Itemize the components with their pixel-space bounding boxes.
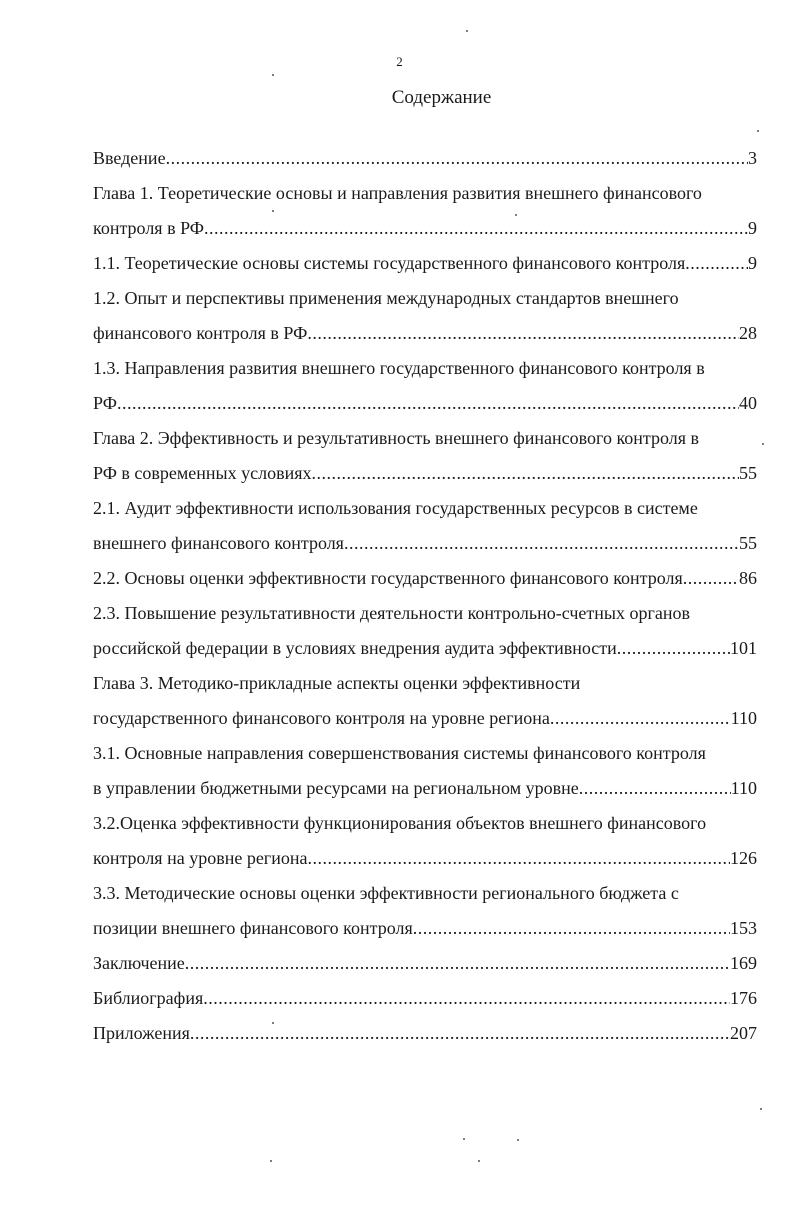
dot-leader: [204, 211, 748, 246]
dot-leader: [683, 561, 739, 596]
toc-entry-title: 2.2. Основы оценки эффективности государственного финансового контроля: [93, 568, 683, 588]
toc-entry[interactable]: [93, 1016, 757, 1051]
toc-entry-page-number: 176: [730, 988, 757, 1008]
toc-entry-title-line: 1.3. Направления развития внешнего государственного финансового контроля в: [93, 358, 705, 378]
toc-entry-title-line: 3.3. Методические основы оценки эффективности регионального бюджета с: [93, 883, 679, 903]
toc-entry-leader-line: [93, 771, 757, 806]
toc-entry-title-line: Глава 1. Теоретические основы и направления развития внешнего финансового: [93, 183, 702, 203]
toc-entry-title-line: Глава 2. Эффективность и результативность внешнего финансового контроля в: [93, 428, 700, 448]
toc-entry[interactable]: [93, 876, 757, 946]
toc-entry-page-number: 28: [739, 323, 757, 343]
toc-entry-title-line: 1.2. Опыт и перспективы применения международных стандартов внешнего: [93, 288, 679, 308]
toc-entry-title-line: 3.1. Основные направления совершенствования системы финансового контроля: [93, 743, 706, 763]
dot-leader: [307, 841, 730, 876]
scan-speck: [466, 30, 468, 32]
toc-entry[interactable]: [93, 141, 757, 176]
toc-entry[interactable]: [93, 351, 757, 421]
toc-entry-leader-line: [93, 246, 757, 281]
toc-entry[interactable]: [93, 806, 757, 876]
dot-leader: [166, 141, 748, 176]
toc-entry[interactable]: [93, 981, 757, 1016]
toc-entry-title: Приложения: [93, 1023, 190, 1043]
toc-entry-title-line: 2.1. Аудит эффективности использования государственных ресурсов в системе: [93, 498, 698, 518]
scan-speck: [478, 1160, 480, 1162]
toc-entry-leader-line: [93, 631, 757, 666]
toc-entry-leader-line: [93, 981, 757, 1016]
dot-leader: [117, 386, 739, 421]
scan-speck: [272, 1022, 274, 1024]
scan-speck: [272, 74, 274, 76]
toc-entry-page-number: 169: [730, 953, 757, 973]
toc-entry-leader-line: [93, 211, 757, 246]
dot-leader: [413, 911, 730, 946]
toc-entry-title-line: Глава 3. Методико-прикладные аспекты оценки эффективности: [93, 673, 581, 693]
toc-entry[interactable]: [93, 596, 757, 666]
toc-entry-title: внешнего финансового контроля: [93, 533, 344, 553]
toc-entry-leader-line: [93, 456, 757, 491]
toc-entry[interactable]: [93, 736, 757, 806]
toc-entry-leader-line: [93, 946, 757, 981]
dot-leader: [312, 456, 739, 491]
toc-entry-leader-line: [93, 316, 757, 351]
toc-entry-page-number: 55: [739, 533, 757, 553]
toc-entry-title-line: 3.2.Оценка эффективности функционирования объектов внешнего финансового: [93, 813, 707, 833]
toc-entry-title: государственного финансового контроля на уровне региона: [93, 708, 550, 728]
scan-speck: [760, 1108, 762, 1110]
page-number: 2: [396, 54, 403, 69]
toc-entry[interactable]: [93, 281, 757, 351]
dot-leader: [344, 526, 739, 561]
scan-speck: [270, 1160, 272, 1162]
toc-entry-page-number: 86: [739, 568, 757, 588]
toc-entry-page-number: 40: [739, 393, 757, 413]
dot-leader: [685, 246, 748, 281]
toc-entry-page-number: 3: [748, 148, 757, 168]
scan-speck: [517, 1139, 519, 1141]
toc-entry[interactable]: [93, 561, 757, 596]
dot-leader: [190, 1016, 730, 1051]
toc-entry-title: контроля в РФ: [93, 218, 204, 238]
dot-leader: [307, 316, 739, 351]
toc-entry-title: контроля на уровне региона: [93, 848, 308, 868]
toc-entry-page-number: 153: [730, 918, 757, 938]
toc-entry-title: в управлении бюджетными ресурсами на региональном уровне: [93, 778, 579, 798]
dot-leader: [579, 771, 731, 806]
toc-entry-title: Заключение: [93, 953, 185, 973]
toc-entry-title: Введение: [93, 148, 166, 168]
toc-entry-page-number: 55: [739, 463, 757, 483]
toc-entry-page-number: 126: [730, 848, 757, 868]
toc-entry[interactable]: [93, 666, 757, 736]
dot-leader: [617, 631, 730, 666]
toc-entry-leader-line: [93, 1016, 757, 1051]
toc-entry[interactable]: [93, 946, 757, 981]
scan-speck: [515, 214, 517, 216]
toc-entry-page-number: 207: [730, 1023, 757, 1043]
scan-speck: [463, 1138, 465, 1140]
toc-entry-title: РФ: [93, 393, 117, 413]
dot-leader: [550, 701, 731, 736]
toc-entry-leader-line: [93, 841, 757, 876]
toc-entry-leader-line: [93, 386, 757, 421]
toc-entry-title: РФ в современных условиях: [93, 463, 312, 483]
scan-speck: [757, 130, 759, 132]
toc-entry[interactable]: [93, 421, 757, 491]
toc-entry-page-number: 110: [730, 708, 757, 728]
toc-entry[interactable]: [93, 176, 757, 246]
toc-entry-title: позиции внешнего финансового контроля: [93, 918, 413, 938]
toc-entry-leader-line: [93, 701, 757, 736]
toc-entry-title: Библиография: [93, 988, 204, 1008]
toc-entry-leader-line: [93, 526, 757, 561]
toc-entry-page-number: 101: [730, 638, 757, 658]
toc-entry-leader-line: [93, 911, 757, 946]
toc-entry-page-number: 9: [748, 253, 757, 273]
dot-leader: [185, 946, 730, 981]
toc-entry-page-number: 9: [748, 218, 757, 238]
dot-leader: [203, 981, 730, 1016]
table-of-contents: [93, 141, 757, 1051]
scan-speck: [272, 210, 274, 212]
toc-entry-title: 1.1. Теоретические основы системы государственного финансового контроля: [93, 253, 686, 273]
toc-entry-page-number: 110: [730, 778, 757, 798]
toc-entry-title: финансового контроля в РФ: [93, 323, 308, 343]
toc-entry[interactable]: [93, 246, 757, 281]
toc-entry-title: российской федерации в условиях внедрения аудита эффективности: [93, 638, 617, 658]
toc-entry-leader-line: [93, 141, 757, 176]
toc-entry-leader-line: [93, 561, 757, 596]
page-title: Содержание: [391, 87, 492, 108]
toc-entry[interactable]: [93, 491, 757, 561]
scan-speck: [762, 443, 764, 445]
toc-entry-title-line: 2.3. Повышение результативности деятельности контрольно-счетных органов: [93, 603, 690, 623]
